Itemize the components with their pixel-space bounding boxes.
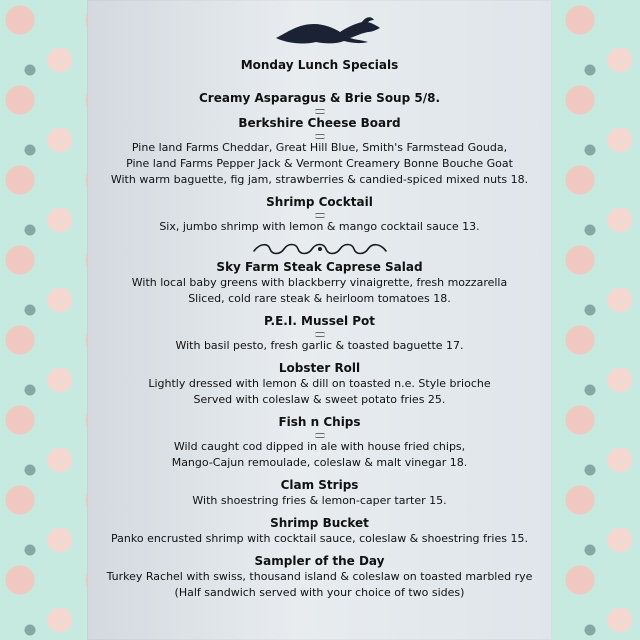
menu-item-line: With basil pesto, fresh garlic & toasted baguette 17. xyxy=(175,339,464,352)
menu-item-line: With shoestring fries & lemon-caper tarter 15. xyxy=(192,494,447,507)
menu-item-line: Mango-Cajun remoulade, coleslaw & malt vinegar 18. xyxy=(171,456,468,469)
menu-item xyxy=(87,360,552,408)
divider xyxy=(87,131,552,140)
menu-item-title: Lobster Roll xyxy=(278,361,361,375)
menu-item-title: P.E.I. Mussel Pot xyxy=(263,314,376,328)
menu-item-title: Creamy Asparagus & Brie Soup 5/8. xyxy=(198,91,441,105)
divider xyxy=(87,210,552,219)
menu-item-line: Served with coleslaw & sweet potato fries 25. xyxy=(193,393,446,406)
menu-item-title: Clam Strips xyxy=(280,478,359,492)
menu-item-line: Pine land Farms Pepper Jack & Vermont Creamery Bonne Bouche Goat xyxy=(126,157,513,170)
menu-item-line: Panko encrusted shrimp with cocktail sauce, coleslaw & shoestring fries 15. xyxy=(111,532,528,545)
divider xyxy=(87,106,552,115)
divider xyxy=(87,329,552,338)
menu-title: Monday Lunch Specials xyxy=(240,58,399,72)
rabbit-logo-icon xyxy=(270,14,390,48)
menu-item-line: With warm baguette, fig jam, strawberries & candied-spiced mixed nuts 18. xyxy=(110,173,529,186)
menu-item xyxy=(87,515,552,547)
menu-item-title: Fish n Chips xyxy=(278,415,361,429)
menu-item-line: Wild caught cod dipped in ale with house fried chips, xyxy=(173,440,466,453)
menu-item xyxy=(87,477,552,509)
menu-item-line: With local baby greens with blackberry vinaigrette, fresh mozzarella xyxy=(131,276,508,289)
menu-item-line: Pine land Farms Cheddar, Great Hill Blue, Smith's Farmstead Gouda, xyxy=(131,141,508,154)
menu-item-title: Berkshire Cheese Board xyxy=(238,116,401,130)
menu-item xyxy=(87,313,552,354)
menu-item-line: (Half sandwich served with your choice of two sides) xyxy=(174,586,465,599)
menu-item-title: Sampler of the Day xyxy=(254,554,385,568)
menu-item xyxy=(87,194,552,257)
menu-item-title: Shrimp Bucket xyxy=(270,516,369,530)
menu-item-line: Turkey Rachel with swiss, thousand island & coleslaw on toasted marbled rye xyxy=(106,570,533,583)
menu-content xyxy=(87,58,552,601)
divider xyxy=(87,430,552,439)
menu-item xyxy=(87,414,552,471)
menu-item xyxy=(87,553,552,601)
menu-item-line: Lightly dressed with lemon & dill on toasted n.e. Style brioche xyxy=(148,377,491,390)
menu-item xyxy=(87,259,552,307)
menu-item-line: Sliced, cold rare steak & heirloom tomatoes 18. xyxy=(188,292,451,305)
menu-item-title: Sky Farm Steak Caprese Salad xyxy=(216,260,423,274)
menu-item xyxy=(87,90,552,115)
menu-item-title: Shrimp Cocktail xyxy=(266,195,373,209)
ornament-divider-icon xyxy=(250,241,390,257)
menu-item xyxy=(87,115,552,188)
menu-item-line: Six, jumbo shrimp with lemon & mango cocktail sauce 13. xyxy=(159,220,480,233)
